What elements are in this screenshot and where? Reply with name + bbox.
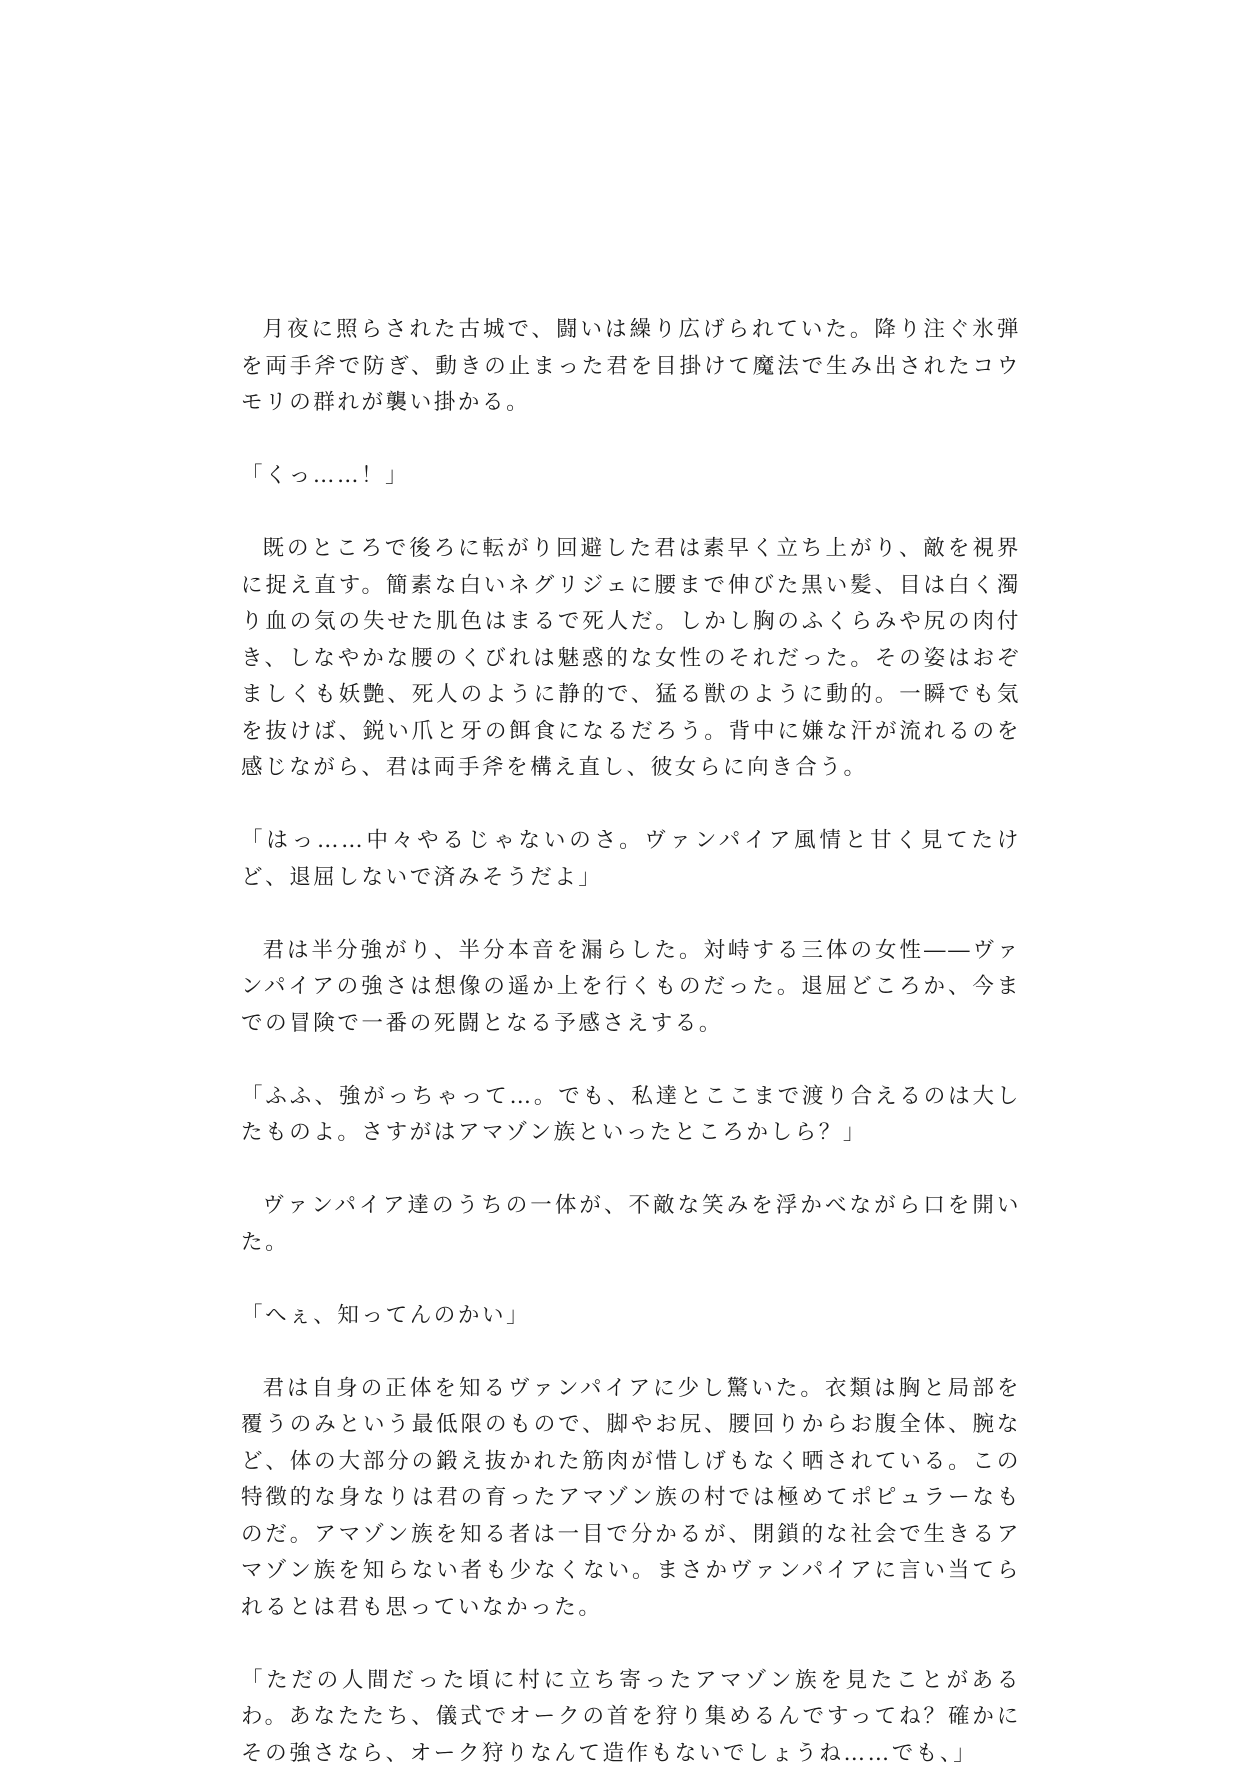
dialogue-line: 「ふふ、強がっちゃって…。でも、私達とここまで渡り合えるのは大したものよ。さすがはアマゾン族といったところかしら？」: [241, 1079, 1021, 1152]
dialogue-line: 「へぇ、知ってんのかい」: [241, 1298, 1021, 1335]
narration-paragraph: 君は自身の正体を知るヴァンパイアに少し驚いた。衣類は胸と局部を覆うのみという最低限のもので、脚やお尻、腰回りからお腹全体、腕など、体の大部分の鍛え抜かれた筋肉が惜しげもなく晒されている。この特徴的な身なりは君の育ったアマゾン族の村では極めてポピュラーなものだ。アマゾン族を知る者は一目で分かるが、閉鎖的な社会で生きるアマゾン族を知らない者も少なくない。まさかヴァンパイアに言い当てられるとは君も思っていなかった。: [241, 1371, 1021, 1627]
dialogue-line: 「ただの人間だった頃に村に立ち寄ったアマゾン族を見たことがあるわ。あなたたち、儀式でオークの首を狩り集めるんですってね？確かにその強さなら、オーク狩りなんて造作もないでしょうね……でも、」: [241, 1663, 1021, 1772]
narration-paragraph: 既のところで後ろに転がり回避した君は素早く立ち上がり、敵を視界に捉え直す。簡素な白いネグリジェに腰まで伸びた黒い髪、目は白く濁り血の気の失せた肌色はまるで死人だ。しかし胸のふくらみや尻の肉付き、しなやかな腰のくびれは魅惑的な女性のそれだった。その姿はおぞましくも妖艶、死人のように静的で、猛る獣のように動的。一瞬でも気を抜けば、鋭い爪と牙の餌食になるだろう。背中に嫌な汗が流れるのを感じながら、君は両手斧を構え直し、彼女らに向き合う。: [241, 531, 1021, 787]
story-text: [241, 312, 1021, 1772]
dialogue-line: 「はっ……中々やるじゃないのさ。ヴァンパイア風情と甘く見てたけど、退屈しないで済みそうだよ」: [241, 823, 1021, 896]
narration-paragraph: 君は半分強がり、半分本音を漏らした。対峙する三体の女性――ヴァンパイアの強さは想像の遥か上を行くものだった。退屈どころか、今までの冒険で一番の死闘となる予感さえする。: [241, 933, 1021, 1043]
narration-paragraph: ヴァンパイア達のうちの一体が、不敵な笑みを浮かべながら口を開いた。: [241, 1188, 1021, 1261]
dialogue-line: 「くっ……！」: [241, 458, 1021, 495]
narration-paragraph: 月夜に照らされた古城で、闘いは繰り広げられていた。降り注ぐ氷弾を両手斧で防ぎ、動きの止まった君を目掛けて魔法で生み出されたコウモリの群れが襲い掛かる。: [241, 312, 1021, 422]
